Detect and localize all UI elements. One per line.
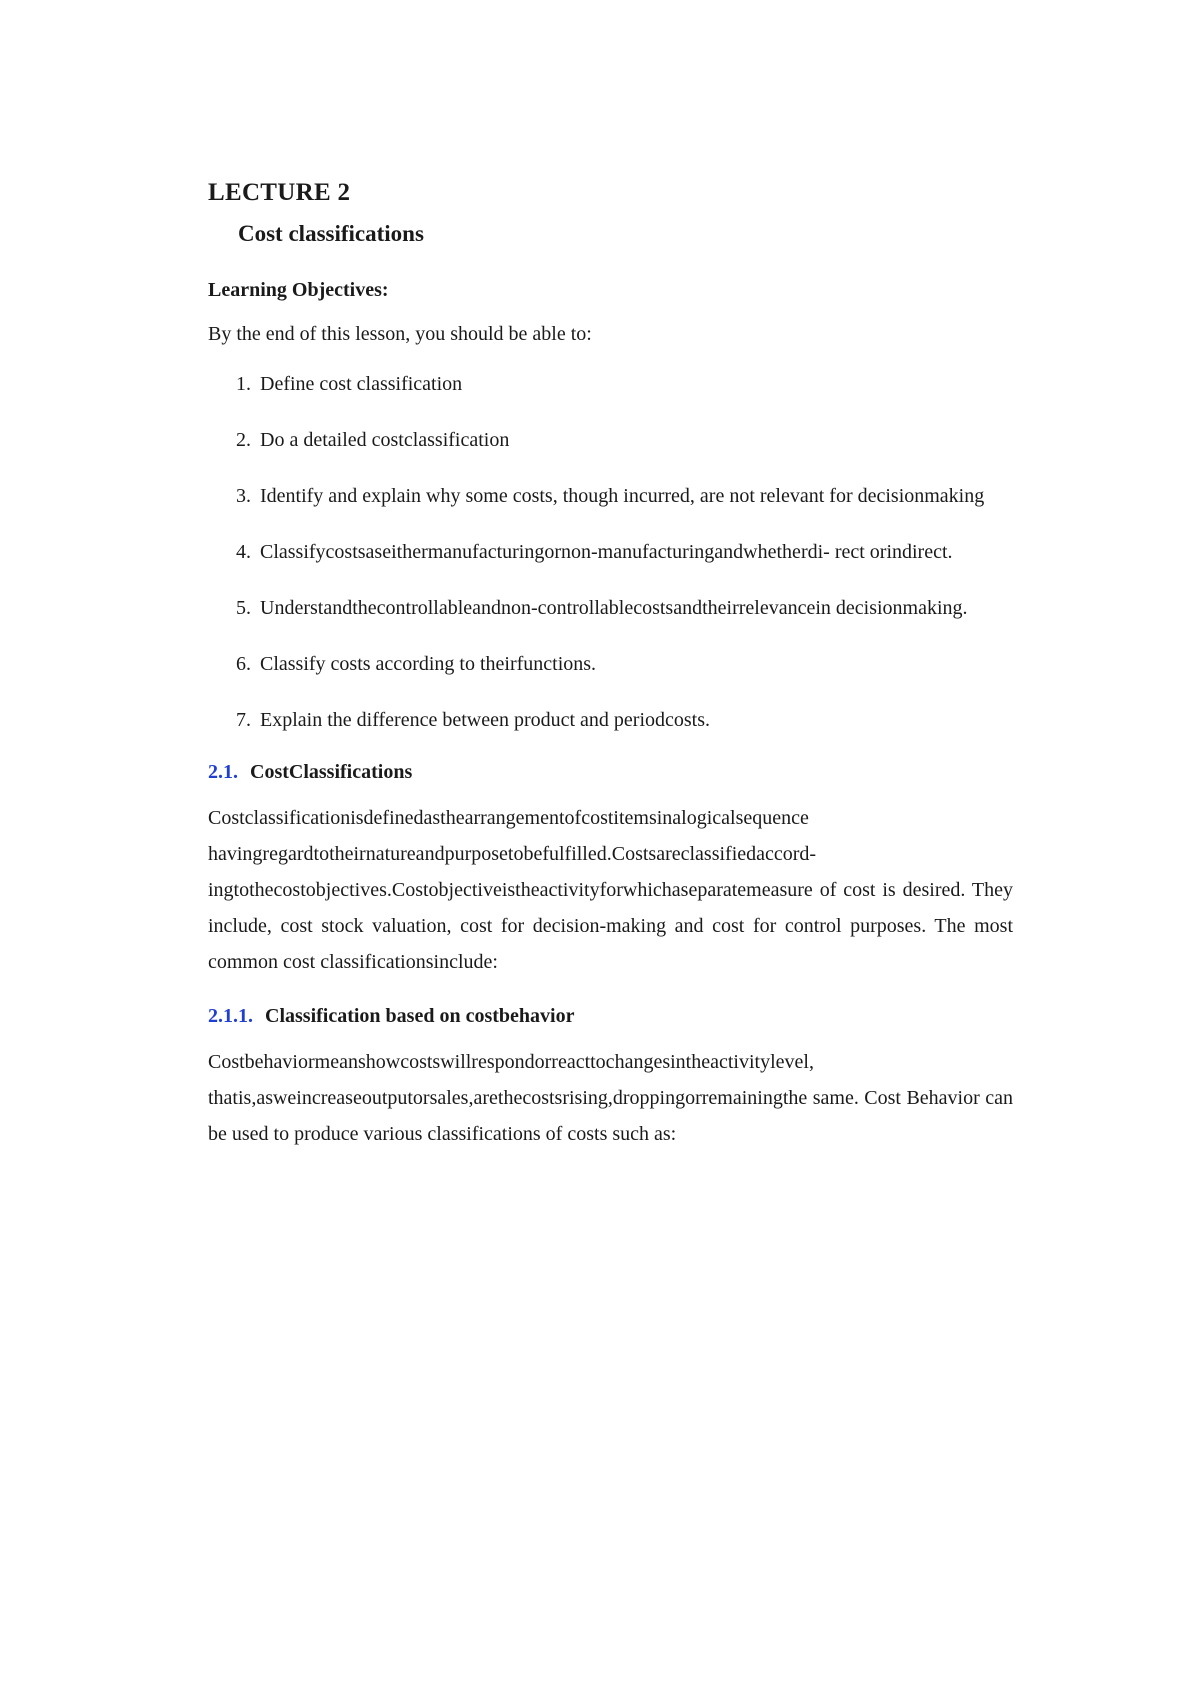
section-number: 2.1.: [208, 761, 238, 783]
subsection-number: 2.1.1.: [208, 1005, 253, 1027]
objective-item: [208, 702, 1013, 738]
section-heading-cost-behavior: [208, 1002, 1013, 1030]
subsection-paragraph: Costbehaviormeanshowcostswillrespondorreacttochangesintheactivitylevel, thatis,asweincreaseoutputorsales,arethecostsrising,droppingorremainingthe same. Cost Behavior can be used to produce various classifications of costs such as:: [208, 1051, 1013, 1145]
objective-text: Understandthecontrollableandnon-controllablecostsandtheirrelevancein decisionmaking.: [260, 597, 968, 619]
objective-item: [208, 590, 1013, 626]
section-title: CostClassifications: [250, 761, 413, 783]
subsection-title: Classification based on costbehavior: [265, 1005, 575, 1027]
objective-text: Explain the difference between product and periodcosts.: [260, 709, 711, 731]
objective-number: 2.: [236, 429, 251, 451]
objective-item: [208, 366, 1013, 402]
objective-number: 5.: [236, 597, 251, 619]
objective-number: 7.: [236, 709, 251, 731]
objective-number: 3.: [236, 485, 251, 507]
lecture-subtitle: Cost classifications: [238, 221, 424, 246]
objectives-list: [208, 366, 1013, 738]
section-heading-cost-classifications: [208, 758, 1013, 786]
lecture-title: LECTURE 2: [208, 179, 351, 206]
objective-item: [208, 422, 1013, 458]
objective-item: [208, 646, 1013, 682]
objective-text: Do a detailed costclassification: [260, 429, 510, 451]
objective-text: Identify and explain why some costs, though incurred, are not relevant for decisionmaking: [260, 485, 985, 507]
section-paragraph: Costclassificationisdefinedasthearrangementofcostitemsinalogicalsequence havingregardtotheirnatureandpurposetobefulfilled.Costsareclassifiedaccord- ingtothecostobjectives.Costobjectiveistheactivityforwhichaseparatemeasure of cost is desired. They include, cost stock valuation, cost for decision-making and cost for control purposes. The most common cost classificationsinclude:: [208, 807, 1013, 973]
objective-number: 1.: [236, 373, 251, 395]
objective-item: [208, 478, 1013, 514]
page-content: [208, 176, 1013, 1152]
objectives-intro: By the end of this lesson, you should be able to:: [208, 323, 592, 345]
objective-number: 6.: [236, 653, 251, 675]
objective-text: Define cost classification: [260, 373, 463, 395]
objective-text: Classify costs according to theirfunctions.: [260, 653, 597, 675]
objective-text: Classifycostsaseithermanufacturingornon-manufacturingandwhetherdi- rect orindirect.: [260, 541, 953, 563]
learning-objectives-heading: Learning Objectives:: [208, 279, 389, 301]
objective-number: 4.: [236, 541, 251, 563]
objective-item: [208, 534, 1013, 570]
